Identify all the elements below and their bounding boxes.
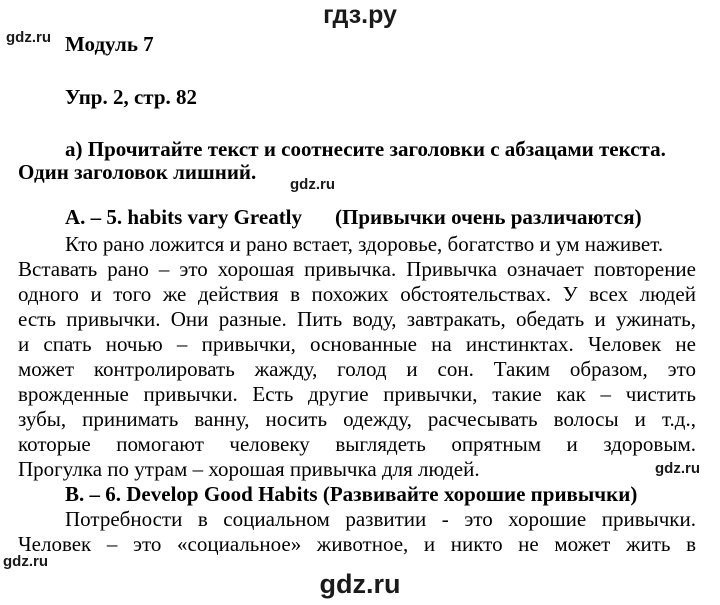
section-b-line-2: Человек – это «социальное» животное, и никто не может жить в (18, 532, 696, 556)
module-heading: Модуль 7 (65, 32, 154, 56)
section-b-title: B. – 6. Develop Good Habits (Развивайте хорошие привычки) (65, 482, 638, 506)
section-a-line-8: зубы, принимать ванну, носить одежду, расчесывать волосы и т.д., (18, 407, 696, 431)
section-a-line-9: которые помогают человеку выглядеть опрятным и здоровым. (18, 432, 696, 456)
section-a-line-1: Кто рано ложится и рано встает, здоровье, богатство и ум наживет. (65, 232, 664, 256)
exercise-heading: Упр. 2, стр. 82 (65, 85, 198, 109)
watermark-gdz-right: gdz.ru (655, 460, 700, 477)
section-a-title: A. – 5. habits vary Greatly (65, 205, 303, 229)
task-line-2: Один заголовок лишний. (18, 160, 257, 184)
section-a-line-6: может контролировать жажду, голод и сон. Таким образом, это (18, 357, 696, 381)
section-a-line-4: есть привычки. Они разные. Пить воду, завтракать, обедать и ужинать, (18, 307, 696, 331)
watermark-gdz-left-bottom: gdz.ru (3, 553, 48, 570)
section-a-translation: (Привычки очень различаются) (335, 205, 642, 229)
watermark-gdz-left-top: gdz.ru (6, 29, 51, 46)
watermark-gdz-middle: gdz.ru (290, 176, 335, 193)
watermark-top: гдз.ру (323, 1, 397, 29)
section-a-line-5: и спать ночью – привычки, основанные на инстинктах. Человек не (18, 332, 696, 356)
section-a-line-2: Вставать рано – это хорошая привычка. Привычка означает повторение (18, 257, 696, 281)
section-a-line-10: Прогулка по утрам – хорошая привычка для людей. (18, 457, 480, 481)
watermark-bottom: gdz.ru (319, 569, 401, 599)
section-a-line-7: врожденные привычки. Есть другие привычки, такие как – чистить (18, 382, 696, 406)
task-line-1: а) Прочитайте текст и соотнесите заголовки с абзацами текста. (65, 137, 666, 161)
section-b-line-1: Потребности в социальном развитии - это хорошие привычки. (65, 507, 696, 531)
section-a-line-3: одного и того же действия в похожих обстоятельствах. У всех людей (18, 282, 696, 306)
